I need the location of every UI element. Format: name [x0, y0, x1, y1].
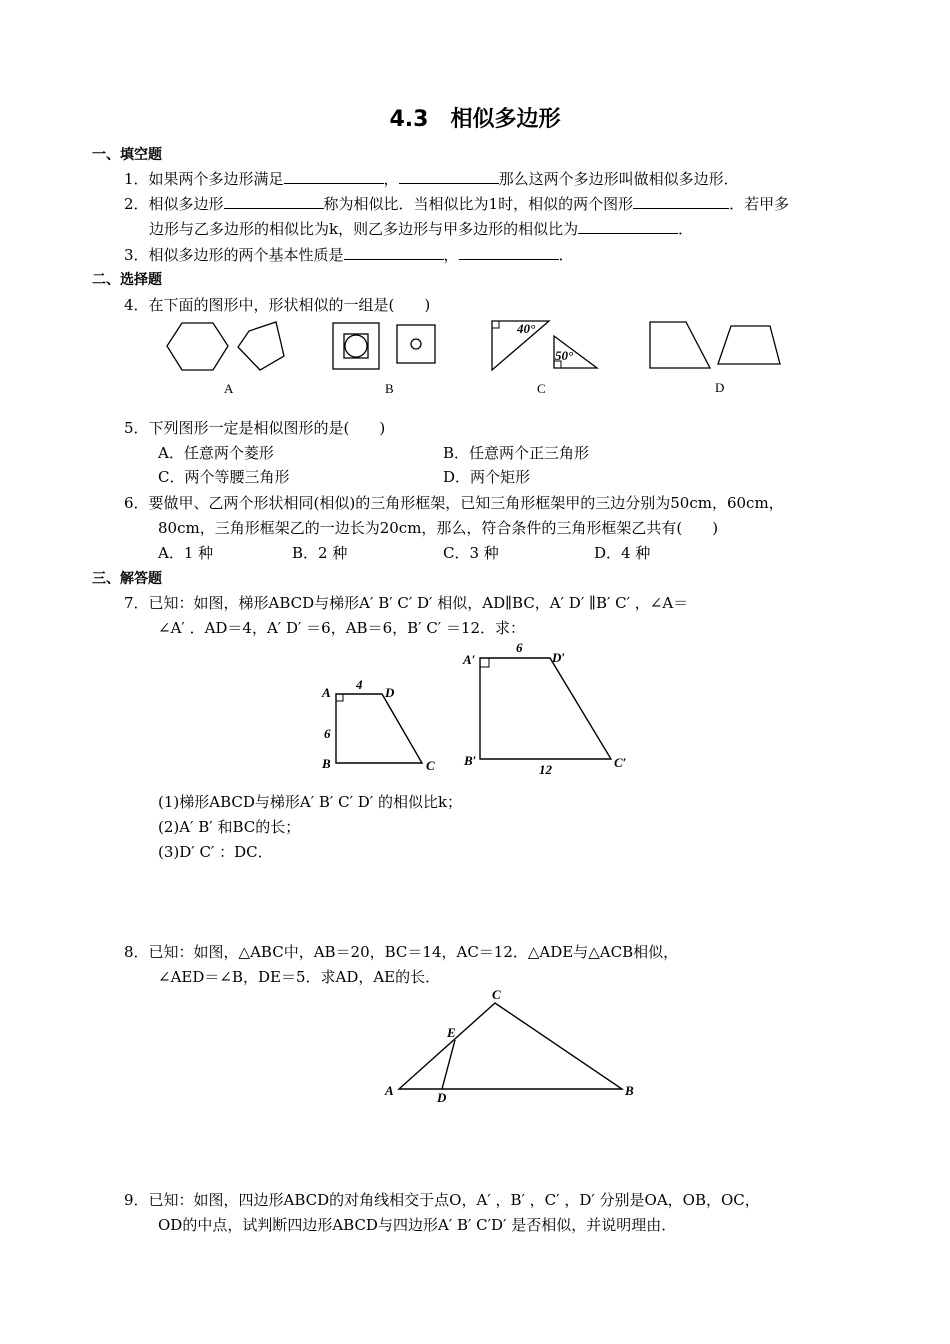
question-9-line-2: OD的中点，试判断四边形ABCD与四边形A′ B′ C′D′ 是否相似，并说明理由．	[158, 1216, 677, 1234]
q7-part-2: (2)A′ B′ 和BC的长；	[158, 818, 301, 836]
q6-option-c[interactable]: C．3 种	[443, 544, 499, 562]
q2-text-e: ．	[678, 220, 694, 238]
q3-text-c: ．	[558, 246, 574, 264]
q1-text-b: ，	[383, 170, 399, 188]
question-5: 5．下列图形一定是相似图形的是( )	[124, 419, 386, 437]
q6-option-b[interactable]: B．2 种	[292, 544, 348, 562]
q8-segment-de	[442, 1040, 455, 1089]
q7-trapezoid-abcd	[336, 694, 422, 763]
q7-length-b1c1: 12	[539, 762, 552, 777]
q4-hexagon	[167, 323, 228, 370]
q8-triangle-abc	[399, 1003, 622, 1089]
q7-label-a: A	[322, 685, 331, 700]
q4-option-c-label: C	[537, 381, 546, 396]
question-8-line-2: ∠AED＝∠B，DE＝5．求AD，AE的长．	[158, 968, 441, 986]
q4-pentagon	[238, 322, 284, 370]
question-9-line-1: 9．已知：如图，四边形ABCD的对角线相交于点O，A′ ，B′ ，C′ ，D′ 分别是OA，OB，OC，	[124, 1191, 760, 1209]
q7-part-3: (3)D′ C′ ：DC．	[158, 843, 273, 861]
q7-right-angle-a1	[480, 658, 489, 667]
q7-length-a1d1: 6	[516, 640, 523, 655]
q6-option-d[interactable]: D．4 种	[594, 544, 651, 562]
section-answer: 三、解答题	[92, 571, 162, 587]
q4-square-2	[397, 325, 435, 363]
q8-label-d: D	[437, 1090, 447, 1105]
q4-trapezoid-1	[650, 322, 710, 368]
q7-trapezoid-a1b1c1d1	[480, 658, 611, 759]
q6-option-a[interactable]: A．1 种	[158, 544, 214, 562]
q4-circle-2	[411, 339, 421, 349]
q4-option-a-label: A	[224, 381, 234, 396]
page-title: 4.3 相似多边形	[389, 107, 561, 132]
q8-label-b: B	[625, 1083, 634, 1098]
q7-label-a1: A′	[463, 652, 476, 667]
q4-option-b-label: B	[385, 381, 394, 396]
q4-square-inner-1	[344, 334, 368, 358]
q3-text-b: ，	[443, 246, 459, 264]
q4-angle-50: 50°	[555, 348, 574, 363]
q4-angle-40: 40°	[517, 321, 536, 336]
q4-option-d-label: D	[715, 380, 725, 395]
q7-label-b: B	[322, 756, 331, 771]
q3-text-a: 3．相似多边形的两个基本性质是	[124, 246, 344, 264]
q7-label-c: C	[426, 758, 435, 773]
q4-square-outer-1	[333, 323, 379, 369]
q5-option-d[interactable]: D．两个矩形	[443, 468, 531, 486]
q8-label-e: E	[447, 1025, 456, 1040]
question-7-line-1: 7．已知：如图，梯形ABCD与梯形A′ B′ C′ D′ 相似，AD∥BC，A′ D′ ∥B′ C′ ，∠A＝	[124, 594, 689, 612]
q1-text-a: 1．如果两个多边形满足	[124, 170, 284, 188]
q7-label-c1: C′	[614, 755, 627, 770]
question-6-line-2: 80cm，三角形框架乙的一边长为20cm，那么，符合条件的三角形框架乙共有( )	[158, 519, 719, 537]
q5-option-a[interactable]: A．任意两个菱形	[158, 444, 274, 462]
q4-trapezoid-2	[718, 326, 780, 364]
q7-label-b1: B′	[464, 753, 477, 768]
q4-right-angle-1	[492, 321, 499, 328]
q7-length-ad: 4	[356, 677, 363, 692]
q1-text-c: 那么这两个多边形叫做相似多边形．	[498, 170, 739, 188]
q2-text-b: 称为相似比．当相似比为1时，相似的两个图形	[323, 195, 634, 213]
question-7-line-2: ∠A′ ．AD＝4，A′ D′ ＝6，AB＝6，B′ C′ ＝12．求：	[158, 619, 526, 637]
section-fill-blank: 一、填空题	[92, 147, 162, 163]
q8-label-c: C	[492, 987, 501, 1002]
q7-label-d: D	[385, 685, 395, 700]
q5-option-b[interactable]: B．任意两个正三角形	[443, 444, 590, 462]
question-8-line-1: 8．已知：如图，△ABC中，AB＝20，BC＝14，AC＝12．△ADE与△ACB相似，	[124, 943, 679, 961]
q7-length-ab: 6	[324, 726, 331, 741]
q5-option-c[interactable]: C．两个等腰三角形	[158, 468, 290, 486]
question-6-line-1: 6．要做甲、乙两个形状相同(相似)的三角形框架，已知三角形框架甲的三边分别为50cm，60cm，	[124, 494, 784, 512]
q8-label-a: A	[385, 1083, 394, 1098]
q7-right-angle-a	[336, 694, 343, 701]
q2-text-a: 2．相似多边形	[124, 195, 224, 213]
q7-part-1: (1)梯形ABCD与梯形A′ B′ C′ D′ 的相似比k；	[158, 793, 463, 811]
section-choice: 二、选择题	[92, 272, 162, 288]
q2-text-c: ．若甲多	[729, 195, 790, 213]
question-4: 4．在下面的图形中，形状相似的一组是( )	[124, 296, 431, 314]
q4-circle-1	[345, 335, 367, 357]
q2-text-d: 边形与乙多边形的相似比为k，则乙多边形与甲多边形的相似比为	[149, 220, 579, 238]
q7-label-d1: D′	[552, 650, 566, 665]
